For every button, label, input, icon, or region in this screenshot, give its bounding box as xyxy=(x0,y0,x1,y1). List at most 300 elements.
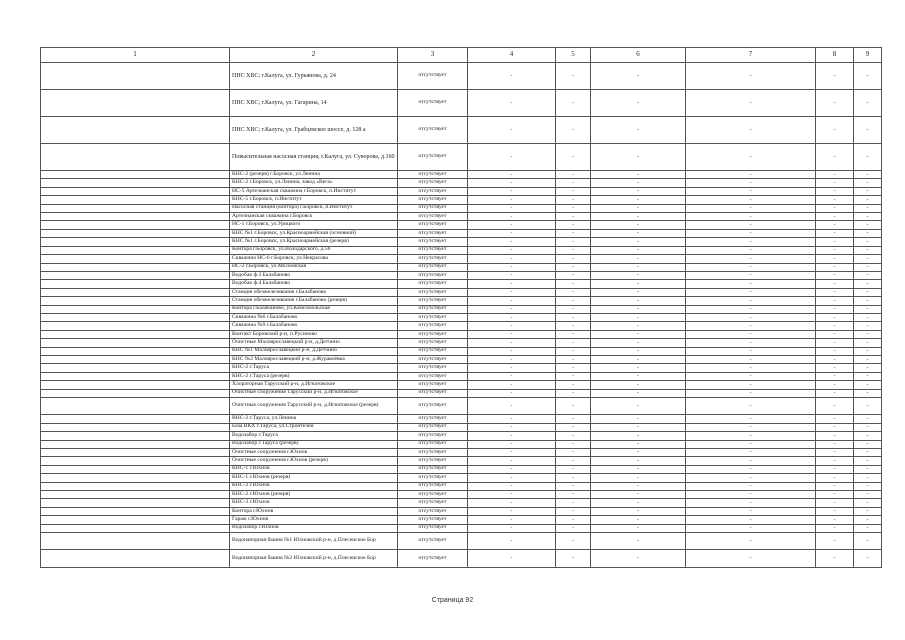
dash-cell: - xyxy=(686,355,816,363)
column-number: 7 xyxy=(686,48,816,63)
dash-cell: - xyxy=(556,263,591,271)
dash-cell: - xyxy=(591,524,686,532)
status-cell: отсутствует xyxy=(398,372,468,380)
column-number: 3 xyxy=(398,48,468,63)
facility-name: НС-5 Артезианская скважина г.Боровск, п.Институт xyxy=(230,187,398,195)
dash-cell: - xyxy=(591,271,686,279)
dash-cell: - xyxy=(468,415,556,423)
dash-cell: - xyxy=(591,364,686,372)
dash-cell: - xyxy=(591,550,686,568)
table-row xyxy=(41,187,882,195)
facility-name: Станция обезжелезивания г.Балабаново xyxy=(230,288,398,296)
table-row xyxy=(41,313,882,321)
dash-cell: - xyxy=(686,532,816,549)
dash-cell: - xyxy=(686,440,816,448)
dash-cell: - xyxy=(816,204,854,212)
facility-name: КНС №1 г.Боровск, ул.Красноармейская (основной) xyxy=(230,229,398,237)
dash-cell: - xyxy=(854,238,882,246)
status-cell: отсутствует xyxy=(398,423,468,431)
dash-cell: - xyxy=(686,490,816,498)
dash-cell: - xyxy=(854,322,882,330)
table-row xyxy=(41,372,882,380)
table-row xyxy=(41,144,882,171)
row-number-cell xyxy=(41,448,230,456)
dash-cell: - xyxy=(591,171,686,179)
row-number-cell xyxy=(41,229,230,237)
dash-cell: - xyxy=(591,297,686,305)
dash-cell: - xyxy=(816,347,854,355)
dash-cell: - xyxy=(468,280,556,288)
facility-name: КНС-2 (резерв) г.Боровск, ул.Ленина xyxy=(230,171,398,179)
dash-cell: - xyxy=(854,90,882,117)
dash-cell: - xyxy=(468,229,556,237)
dash-cell: - xyxy=(816,465,854,473)
facility-name: Гараж г.Юхнов xyxy=(230,516,398,524)
dash-cell: - xyxy=(854,516,882,524)
status-cell: отсутствует xyxy=(398,313,468,321)
dash-cell: - xyxy=(816,263,854,271)
dash-cell: - xyxy=(816,117,854,144)
dash-cell: - xyxy=(816,187,854,195)
dash-cell: - xyxy=(686,474,816,482)
row-number-cell xyxy=(41,355,230,363)
facility-name: НС-1 г.Боровск, ул.Урицкого xyxy=(230,221,398,229)
dash-cell: - xyxy=(468,532,556,549)
dash-cell: - xyxy=(468,90,556,117)
dash-cell: - xyxy=(468,507,556,515)
status-cell: отсутствует xyxy=(398,117,468,144)
dash-cell: - xyxy=(816,246,854,254)
dash-cell: - xyxy=(686,389,816,397)
dash-cell: - xyxy=(468,465,556,473)
dash-cell: - xyxy=(686,330,816,338)
table-row xyxy=(41,364,882,372)
dash-cell: - xyxy=(854,347,882,355)
row-number-cell xyxy=(41,204,230,212)
table-row xyxy=(41,246,882,254)
dash-cell: - xyxy=(556,524,591,532)
facility-name: КНС-2 г.Юхнов (резерв) xyxy=(230,490,398,498)
facility-name: Водозабор г.Юхнов xyxy=(230,524,398,532)
dash-cell: - xyxy=(854,372,882,380)
status-cell: отсутствует xyxy=(398,280,468,288)
dash-cell: - xyxy=(686,457,816,465)
row-number-cell xyxy=(41,297,230,305)
dash-cell: - xyxy=(816,474,854,482)
dash-cell: - xyxy=(816,516,854,524)
status-cell: отсутствует xyxy=(398,507,468,515)
dash-cell: - xyxy=(591,246,686,254)
dash-cell: - xyxy=(591,144,686,171)
facility-name: Хлораторная Тарусский р-н, д.Игнатовское xyxy=(230,381,398,389)
table-row xyxy=(41,415,882,423)
dash-cell: - xyxy=(556,229,591,237)
table-row xyxy=(41,280,882,288)
status-cell: отсутствует xyxy=(398,271,468,279)
dash-cell: - xyxy=(686,238,816,246)
facility-name: КНС-1 г.Юхнов xyxy=(230,465,398,473)
facility-name: ПНС ХВС; г.Калуга, ул. Гагарина, 14 xyxy=(230,90,398,117)
column-number: 9 xyxy=(854,48,882,63)
row-number-cell xyxy=(41,255,230,263)
row-number-cell xyxy=(41,171,230,179)
dash-cell: - xyxy=(591,516,686,524)
facility-name: Водозабор г.Таруса (резерв) xyxy=(230,440,398,448)
row-number-cell xyxy=(41,196,230,204)
dash-cell: - xyxy=(854,339,882,347)
facility-name: Очистные сооружения г.Юхнов (резерв) xyxy=(230,457,398,465)
dash-cell: - xyxy=(591,474,686,482)
dash-cell: - xyxy=(468,117,556,144)
dash-cell: - xyxy=(686,271,816,279)
status-cell: отсутствует xyxy=(398,322,468,330)
dash-cell: - xyxy=(816,440,854,448)
dash-cell: - xyxy=(556,499,591,507)
status-cell: отсутствует xyxy=(398,196,468,204)
dash-cell: - xyxy=(556,398,591,415)
dash-cell: - xyxy=(816,221,854,229)
column-number: 4 xyxy=(468,48,556,63)
dash-cell: - xyxy=(591,448,686,456)
status-cell: отсутствует xyxy=(398,255,468,263)
dash-cell: - xyxy=(591,90,686,117)
row-number-cell xyxy=(41,432,230,440)
row-number-cell xyxy=(41,381,230,389)
facility-name: База ВКХ г.Таруса, ул.Строителей xyxy=(230,423,398,431)
table-row xyxy=(41,196,882,204)
dash-cell: - xyxy=(816,524,854,532)
dash-cell: - xyxy=(468,398,556,415)
facility-name: КНС-5 г.Боровск, п.Институт xyxy=(230,196,398,204)
dash-cell: - xyxy=(591,339,686,347)
dash-cell: - xyxy=(686,255,816,263)
row-number-cell xyxy=(41,90,230,117)
column-number: 8 xyxy=(816,48,854,63)
dash-cell: - xyxy=(686,179,816,187)
dash-cell: - xyxy=(556,246,591,254)
table-row xyxy=(41,238,882,246)
dash-cell: - xyxy=(591,187,686,195)
dash-cell: - xyxy=(468,171,556,179)
dash-cell: - xyxy=(854,474,882,482)
status-cell: отсутствует xyxy=(398,440,468,448)
dash-cell: - xyxy=(591,313,686,321)
dash-cell: - xyxy=(816,372,854,380)
dash-cell: - xyxy=(686,372,816,380)
dash-cell: - xyxy=(686,423,816,431)
status-cell: отсутствует xyxy=(398,415,468,423)
dash-cell: - xyxy=(591,255,686,263)
dash-cell: - xyxy=(591,229,686,237)
status-cell: отсутствует xyxy=(398,474,468,482)
dash-cell: - xyxy=(816,423,854,431)
facility-name: Контора г.Балабаново, ул.Комсомольская xyxy=(230,305,398,313)
dash-cell: - xyxy=(854,305,882,313)
row-number-cell xyxy=(41,63,230,90)
column-number: 6 xyxy=(591,48,686,63)
dash-cell: - xyxy=(556,372,591,380)
row-number-cell xyxy=(41,179,230,187)
row-number-cell xyxy=(41,322,230,330)
row-number-cell xyxy=(41,372,230,380)
dash-cell: - xyxy=(686,171,816,179)
status-cell: отсутствует xyxy=(398,221,468,229)
facility-name: Контора г.Боровск, ул.Володарского, д.56 xyxy=(230,246,398,254)
row-number-cell xyxy=(41,507,230,515)
status-cell: отсутствует xyxy=(398,516,468,524)
dash-cell: - xyxy=(591,457,686,465)
dash-cell: - xyxy=(556,238,591,246)
facility-name: Станция обезжелезивания г.Балабаново (резерв) xyxy=(230,297,398,305)
dash-cell: - xyxy=(556,532,591,549)
dash-cell: - xyxy=(556,448,591,456)
dash-cell: - xyxy=(556,516,591,524)
dash-cell: - xyxy=(556,482,591,490)
dash-cell: - xyxy=(468,389,556,397)
row-number-cell xyxy=(41,339,230,347)
row-number-cell xyxy=(41,347,230,355)
dash-cell: - xyxy=(591,499,686,507)
dash-cell: - xyxy=(686,499,816,507)
dash-cell: - xyxy=(591,490,686,498)
dash-cell: - xyxy=(591,117,686,144)
dash-cell: - xyxy=(686,63,816,90)
dash-cell: - xyxy=(468,457,556,465)
dash-cell: - xyxy=(591,330,686,338)
status-cell: отсутствует xyxy=(398,364,468,372)
dash-cell: - xyxy=(468,339,556,347)
dash-cell: - xyxy=(468,516,556,524)
table-row xyxy=(41,221,882,229)
dash-cell: - xyxy=(816,432,854,440)
data-table xyxy=(40,47,882,568)
dash-cell: - xyxy=(816,322,854,330)
dash-cell: - xyxy=(556,347,591,355)
facility-name: Очистные Малоярославецкий р-н, д.Детчино xyxy=(230,339,398,347)
dash-cell: - xyxy=(468,187,556,195)
dash-cell: - xyxy=(556,490,591,498)
row-number-cell xyxy=(41,532,230,549)
status-cell: отсутствует xyxy=(398,398,468,415)
dash-cell: - xyxy=(556,117,591,144)
dash-cell: - xyxy=(468,179,556,187)
dash-cell: - xyxy=(686,448,816,456)
dash-cell: - xyxy=(686,364,816,372)
dash-cell: - xyxy=(816,550,854,568)
dash-cell: - xyxy=(854,532,882,549)
dash-cell: - xyxy=(854,271,882,279)
status-cell: отсутствует xyxy=(398,347,468,355)
facility-name: Артезианская скважина г.Боровск xyxy=(230,213,398,221)
dash-cell: - xyxy=(556,465,591,473)
dash-cell: - xyxy=(854,499,882,507)
facility-name: Водобак ф.3 Балабаново xyxy=(230,271,398,279)
dash-cell: - xyxy=(556,423,591,431)
dash-cell: - xyxy=(686,313,816,321)
facility-name: Контора г.Юхнов xyxy=(230,507,398,515)
column-number: 2 xyxy=(230,48,398,63)
facility-name: КНС-2 г.Юхнов xyxy=(230,482,398,490)
dash-cell: - xyxy=(854,313,882,321)
status-cell: отсутствует xyxy=(398,465,468,473)
dash-cell: - xyxy=(468,246,556,254)
facility-name: Водозабор г.Таруса xyxy=(230,432,398,440)
dash-cell: - xyxy=(816,144,854,171)
dash-cell: - xyxy=(468,221,556,229)
facility-name: Водонапорная башня №2 Юхновский р-н, д.Плесенское Бор xyxy=(230,550,398,568)
dash-cell: - xyxy=(591,280,686,288)
status-cell: отсутствует xyxy=(398,263,468,271)
dash-cell: - xyxy=(686,263,816,271)
dash-cell: - xyxy=(854,117,882,144)
dash-cell: - xyxy=(686,415,816,423)
dash-cell: - xyxy=(468,423,556,431)
dash-cell: - xyxy=(591,322,686,330)
table-row xyxy=(41,90,882,117)
dash-cell: - xyxy=(591,372,686,380)
page-number: Страница 92 xyxy=(431,597,474,604)
table-row xyxy=(41,322,882,330)
table-row xyxy=(41,457,882,465)
dash-cell: - xyxy=(591,196,686,204)
table-row xyxy=(41,288,882,296)
dash-cell: - xyxy=(556,330,591,338)
dash-cell: - xyxy=(816,381,854,389)
row-number-cell xyxy=(41,330,230,338)
row-number-cell xyxy=(41,550,230,568)
status-cell: отсутствует xyxy=(398,179,468,187)
dash-cell: - xyxy=(468,448,556,456)
dash-cell: - xyxy=(854,432,882,440)
dash-cell: - xyxy=(591,213,686,221)
dash-cell: - xyxy=(468,238,556,246)
row-number-cell xyxy=(41,305,230,313)
table-row xyxy=(41,423,882,431)
dash-cell: - xyxy=(686,507,816,515)
dash-cell: - xyxy=(816,330,854,338)
dash-cell: - xyxy=(591,263,686,271)
dash-cell: - xyxy=(686,221,816,229)
table-row xyxy=(41,179,882,187)
dash-cell: - xyxy=(816,364,854,372)
table-row xyxy=(41,271,882,279)
dash-cell: - xyxy=(816,457,854,465)
status-cell: отсутствует xyxy=(398,288,468,296)
table-row xyxy=(41,499,882,507)
dash-cell: - xyxy=(591,465,686,473)
table-row xyxy=(41,263,882,271)
facility-name: КНС-3 г.Юхнов xyxy=(230,499,398,507)
dash-cell: - xyxy=(556,474,591,482)
column-number: 1 xyxy=(41,48,230,63)
dash-cell: - xyxy=(556,288,591,296)
dash-cell: - xyxy=(816,171,854,179)
table-row xyxy=(41,355,882,363)
dash-cell: - xyxy=(468,347,556,355)
dash-cell: - xyxy=(816,238,854,246)
row-number-cell xyxy=(41,246,230,254)
dash-cell: - xyxy=(468,440,556,448)
dash-cell: - xyxy=(591,398,686,415)
dash-cell: - xyxy=(468,63,556,90)
facility-name: КНС-2 г.Таруса xyxy=(230,364,398,372)
dash-cell: - xyxy=(854,524,882,532)
facility-name: ПНС ХВС; г.Калуга, ул. Гурьянова, д. 24 xyxy=(230,63,398,90)
dash-cell: - xyxy=(686,288,816,296)
facility-name: Скважина №6 г.Балабаново xyxy=(230,313,398,321)
facility-name: Повысительная насосная станция, г.Калуга, ул. Суворова, д.160 xyxy=(230,144,398,171)
facility-name: ПНС ХВС; г.Калуга, ул. Грабцевское шоссе, д. 128 а xyxy=(230,117,398,144)
status-cell: отсутствует xyxy=(398,90,468,117)
dash-cell: - xyxy=(468,381,556,389)
dash-cell: - xyxy=(686,550,816,568)
dash-cell: - xyxy=(468,297,556,305)
dash-cell: - xyxy=(556,389,591,397)
facility-name: НС-2 г.Боровск, ул.Московская xyxy=(230,263,398,271)
column-number-row xyxy=(41,48,882,63)
row-number-cell xyxy=(41,364,230,372)
dash-cell: - xyxy=(854,288,882,296)
dash-cell: - xyxy=(816,179,854,187)
dash-cell: - xyxy=(591,432,686,440)
status-cell: отсутствует xyxy=(398,499,468,507)
dash-cell: - xyxy=(854,144,882,171)
dash-cell: - xyxy=(556,507,591,515)
dash-cell: - xyxy=(854,246,882,254)
dash-cell: - xyxy=(854,364,882,372)
table-row xyxy=(41,516,882,524)
dash-cell: - xyxy=(468,482,556,490)
table-row xyxy=(41,465,882,473)
table-row xyxy=(41,297,882,305)
row-number-cell xyxy=(41,389,230,397)
row-number-cell xyxy=(41,499,230,507)
table-row xyxy=(41,305,882,313)
dash-cell: - xyxy=(816,499,854,507)
table-row xyxy=(41,532,882,549)
dash-cell: - xyxy=(816,482,854,490)
dash-cell: - xyxy=(686,246,816,254)
row-number-cell xyxy=(41,263,230,271)
dash-cell: - xyxy=(686,229,816,237)
row-number-cell xyxy=(41,288,230,296)
dash-cell: - xyxy=(556,171,591,179)
status-cell: отсутствует xyxy=(398,213,468,221)
row-number-cell xyxy=(41,144,230,171)
dash-cell: - xyxy=(686,280,816,288)
dash-cell: - xyxy=(556,381,591,389)
dash-cell: - xyxy=(468,432,556,440)
table-row xyxy=(41,63,882,90)
facility-name: Контакт Боровский р-н, п.Русиново xyxy=(230,330,398,338)
dash-cell: - xyxy=(816,313,854,321)
dash-cell: - xyxy=(854,280,882,288)
dash-cell: - xyxy=(556,213,591,221)
facility-name: КНС №1 Малоярославецкий р-н, д.Детчино xyxy=(230,347,398,355)
dash-cell: - xyxy=(816,288,854,296)
dash-cell: - xyxy=(468,263,556,271)
dash-cell: - xyxy=(816,490,854,498)
dash-cell: - xyxy=(816,280,854,288)
dash-cell: - xyxy=(854,179,882,187)
table-row xyxy=(41,474,882,482)
dash-cell: - xyxy=(556,432,591,440)
dash-cell: - xyxy=(468,271,556,279)
row-number-cell xyxy=(41,398,230,415)
dash-cell: - xyxy=(816,305,854,313)
status-cell: отсутствует xyxy=(398,144,468,171)
dash-cell: - xyxy=(686,213,816,221)
